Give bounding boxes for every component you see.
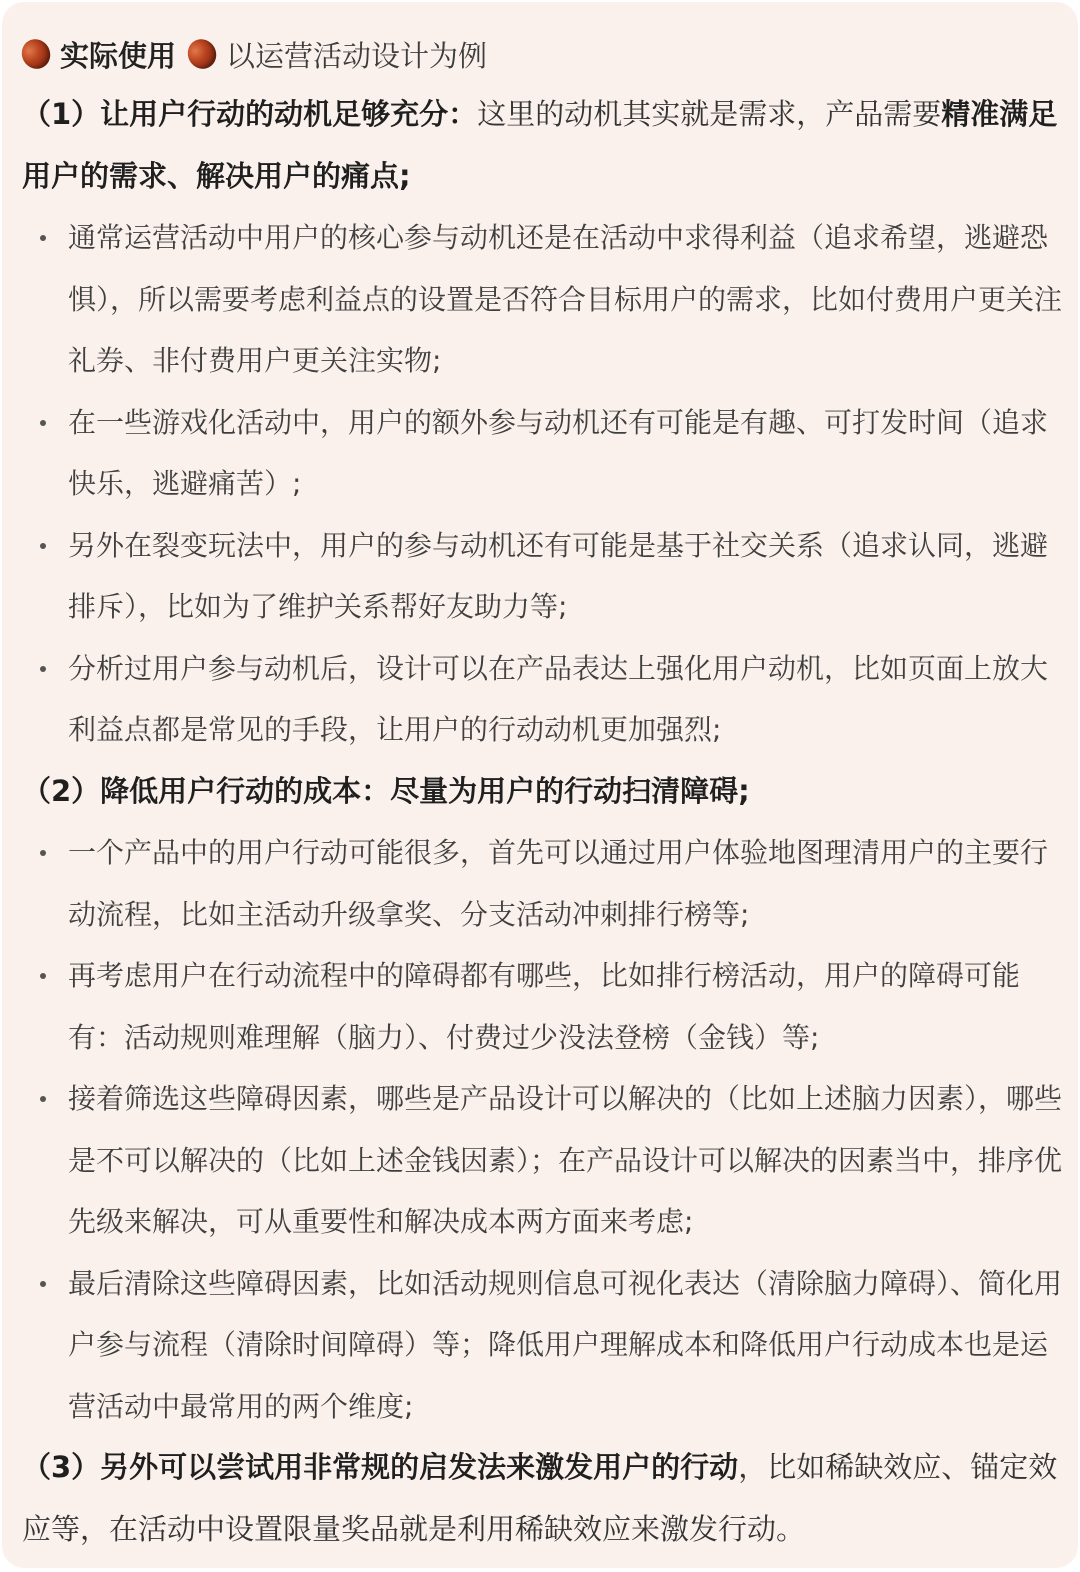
bean-icon (183, 34, 222, 74)
bean-icon (17, 34, 56, 74)
list-item (22, 1068, 1064, 1253)
bullet-dot (40, 973, 46, 979)
bullet-dot (40, 850, 46, 856)
list-item (22, 515, 1064, 638)
header-title: 实际使用 (60, 38, 177, 73)
list-item (22, 1253, 1064, 1438)
section-2-list (22, 822, 1064, 1437)
bullet-dot (40, 235, 46, 241)
list-item-text: 最后清除这些障碍因素，比如活动规则信息可视化表达（清除脑力障碍）、简化用户参与流程（清除时间障碍）等；降低用户理解成本和降低用户行动成本也是运营活动中最常用的两个维度; (68, 1266, 1063, 1423)
bullet-dot (40, 666, 46, 672)
section-2-lead: （2）降低用户行动的成本：尽量为用户的行动扫清障碍; (22, 773, 750, 808)
list-item-text: 接着筛选这些障碍因素，哪些是产品设计可以解决的（比如上述脑力因素），哪些是不可以解决的（比如上述金钱因素）；在产品设计可以解决的因素当中，排序优先级来解决，可从重要性和解决成本两方面来考虑; (68, 1082, 1063, 1238)
section-3-heading (22, 1437, 1064, 1560)
list-item (22, 945, 1064, 1068)
list-item-text: 在一些游戏化活动中，用户的额外参与动机还有可能是有趣、可打发时间（追求快乐，逃避痛苦）; (68, 405, 1049, 500)
list-item-text: 分析过用户参与动机后，设计可以在产品表达上强化用户动机，比如页面上放大利益点都是常见的手段，让用户的行动动机更加强烈; (68, 651, 1049, 746)
list-item-text: 再考虑用户在行动流程中的障碍都有哪些，比如排行榜活动，用户的障碍可能有：活动规则难理解（脑力）、付费过少没法登榜（金钱）等; (68, 959, 1021, 1054)
list-item-text: 通常运营活动中用户的核心参与动机还是在活动中求得利益（追求希望，逃避恐惧），所以需要考虑利益点的设置是否符合目标用户的需求，比如付费用户更关注礼券、非付费用户更关注实物; (68, 221, 1063, 377)
bullet-dot (40, 543, 46, 549)
section-3-lead: （3）另外可以尝试用非常规的启发法来激发用户的行动 (22, 1450, 739, 1484)
list-item (22, 392, 1064, 515)
bullet-dot (40, 1281, 46, 1287)
section-header (22, 24, 1064, 84)
section-2-heading (22, 761, 1064, 823)
section-1-lead-text: 这里的动机其实就是需求，产品需要 (477, 97, 942, 131)
list-item (22, 638, 1064, 761)
list-item (22, 207, 1064, 392)
bullet-dot (40, 1096, 46, 1102)
list-item-text: 另外在裂变玩法中，用户的参与动机还有可能是基于社交关系（追求认同，逃避排斥），比如为了维护关系帮好友助力等; (68, 528, 1049, 623)
section-1-lead-emphasis: 精准满足用户的需求、解决用户的痛点; (22, 97, 1058, 193)
section-1-heading (22, 84, 1064, 207)
header-subtitle: 以运营活动设计为例 (226, 38, 488, 73)
list-item (22, 822, 1064, 945)
section-1-list (22, 207, 1064, 761)
bullet-dot (40, 420, 46, 426)
list-item-text: 一个产品中的用户行动可能很多，首先可以通过用户体验地图理清用户的主要行动流程，比如主活动升级拿奖、分支活动冲刺排行榜等; (68, 836, 1049, 931)
section-1-lead: （1）让用户行动的动机足够充分： (22, 97, 478, 131)
article-card (2, 2, 1078, 1568)
section-3-lead-text: ，比如稀缺效应、锚定效应等，在活动中设置限量奖品就是利用稀缺效应来激发行动。 (22, 1450, 1058, 1546)
